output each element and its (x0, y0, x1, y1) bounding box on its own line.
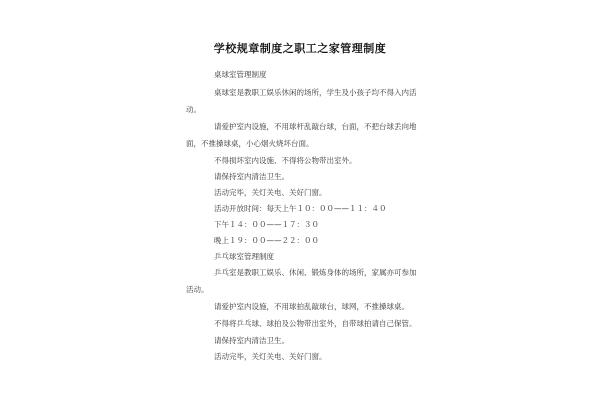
paragraph-line: 桌球室是教职工娱乐休闲的场所，学生及小孩子均不得入内活 (214, 88, 417, 97)
section-heading-pingpong: 乒乓球室管理制度 (214, 252, 274, 261)
paragraph-line: 请保持室内清洁卫生。 (214, 336, 289, 345)
hours-line-morning: 活动开放时间：每天上午１０：００——１１：４０ (214, 204, 387, 213)
document-title: 学校规章制度之职工之家管理制度 (213, 42, 387, 55)
hours-line-evening: 晚上１９：００——２２：００ (214, 236, 319, 245)
section-heading-billiards: 桌球室管理制度 (214, 70, 267, 79)
hours-line-afternoon: 下午１４：００——１７：３０ (214, 220, 319, 229)
paragraph-line: 请保持室内清洁卫生。 (214, 172, 289, 181)
paragraph-line: 请爱护室内设施，不用球拍乱敲球台，球网，不推搡球桌。 (214, 302, 409, 311)
paragraph-line: 不得损坏室内设施、不得将公物带出室外。 (214, 156, 357, 165)
paragraph-line: 动。 (186, 105, 201, 114)
paragraph-line: 请爱护室内设施，不用球杆乱敲台球，台面，不把台球丢向地 (214, 122, 417, 131)
paragraph-line: 活动完毕，关灯关电、关好门窗。 (214, 188, 327, 197)
paragraph-line: 不得将乒乓球、球拍及公物带出室外，自带球拍请自己保管。 (214, 319, 417, 328)
paragraph-line: 活动完毕，关灯关电、关好门窗。 (214, 352, 327, 361)
paragraph-line: 乒乓室是教职工娱乐、休闲、锻炼身体的场所，家属亦可参加 (214, 268, 417, 277)
paragraph-line: 活动。 (186, 285, 209, 294)
paragraph-line: 面，不推搡球桌，小心烟火烧坏台面。 (186, 139, 314, 148)
